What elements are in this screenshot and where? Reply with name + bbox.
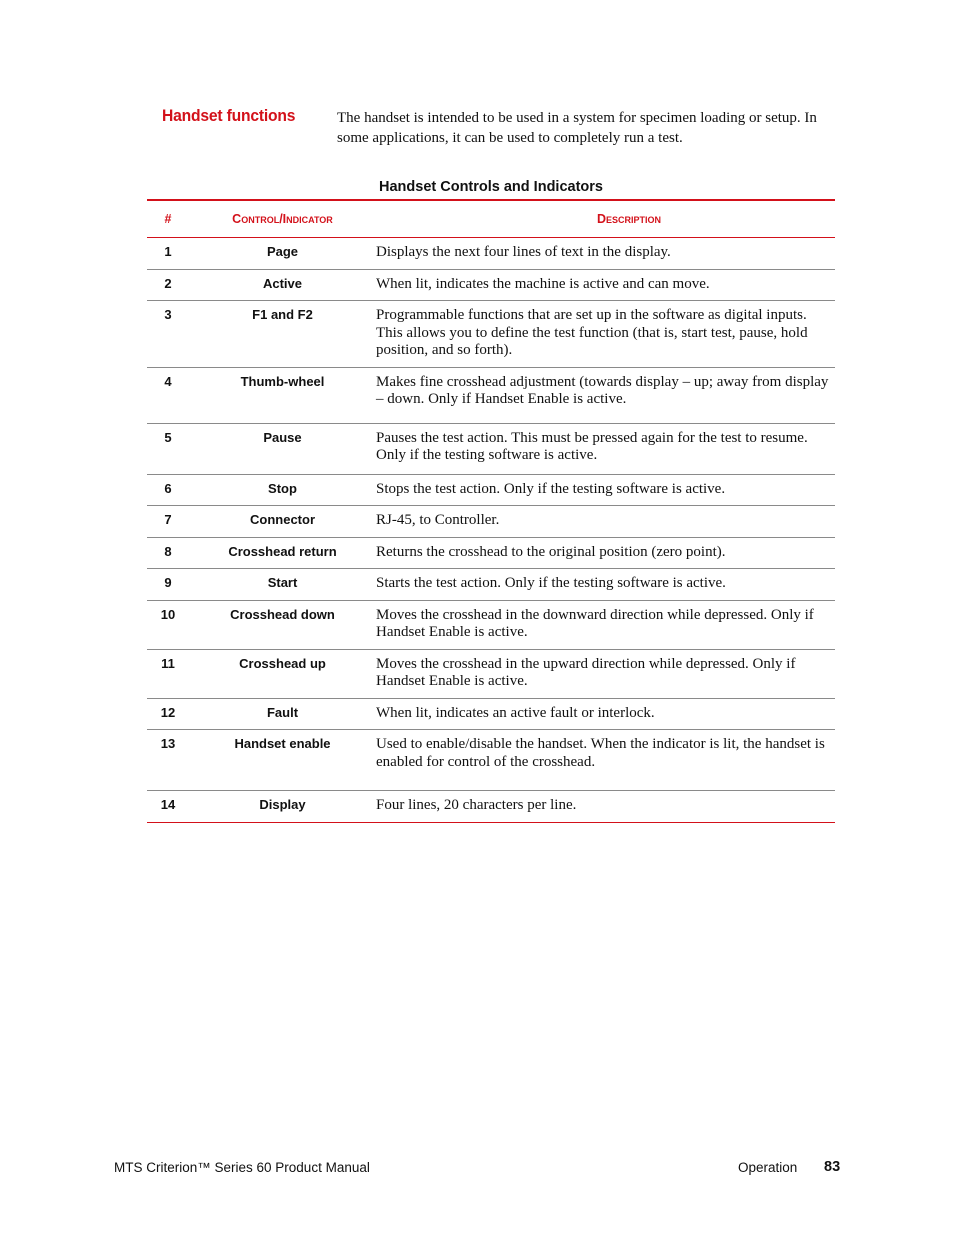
row-description: Displays the next four lines of text in the display.: [376, 238, 835, 270]
row-control: F1 and F2: [189, 301, 376, 368]
row-number: 5: [147, 423, 189, 474]
row-description: Moves the crosshead in the downward direction while depressed. Only if Handset Enable is active.: [376, 600, 835, 649]
table-row: [147, 506, 835, 538]
row-description: Moves the crosshead in the upward direction while depressed. Only if Handset Enable is active.: [376, 649, 835, 698]
table-row: [147, 698, 835, 730]
table-row: [147, 600, 835, 649]
row-number: 2: [147, 269, 189, 301]
row-control: Page: [189, 238, 376, 270]
table-row: [147, 730, 835, 791]
row-number: 9: [147, 569, 189, 601]
header-control: Control/Indicator: [189, 200, 376, 238]
table-header-row: [147, 200, 835, 238]
row-control: Fault: [189, 698, 376, 730]
controls-table: [147, 199, 835, 823]
row-control: Crosshead down: [189, 600, 376, 649]
row-description: When lit, indicates the machine is active and can move.: [376, 269, 835, 301]
row-description: Programmable functions that are set up in the software as digital inputs. This allows you to define the test function (that is, start test, pause, hold position, and so forth).: [376, 301, 835, 368]
row-number: 10: [147, 600, 189, 649]
row-number: 14: [160, 797, 176, 812]
row-description: Stops the test action. Only if the testing software is active.: [376, 474, 835, 506]
row-description: Makes fine crosshead adjustment (towards display – up; away from display – down. Only if Handset Enable is active.: [376, 367, 835, 423]
table-row: [147, 423, 835, 474]
row-control: Start: [189, 569, 376, 601]
table-row: [147, 569, 835, 601]
table-title: Handset Controls and Indicators: [379, 179, 603, 195]
row-description: Pauses the test action. This must be pressed again for the test to resume. Only if the testing software is active.: [376, 423, 835, 474]
table-row: [147, 474, 835, 506]
row-description: RJ-45, to Controller.: [376, 506, 835, 538]
header-description: Description: [376, 200, 835, 238]
row-number: 3: [147, 301, 189, 368]
row-number: 8: [147, 537, 189, 569]
footer-section-name: Operation: [738, 1160, 798, 1175]
row-description: Returns the crosshead to the original position (zero point).: [376, 537, 835, 569]
row-number: 11: [147, 649, 189, 698]
row-number: 13: [147, 730, 189, 791]
footer-page-number: 83: [824, 1159, 841, 1175]
table-row: [147, 269, 835, 301]
row-control: Handset enable: [189, 730, 376, 791]
row-number: 7: [147, 506, 189, 538]
row-control: Active: [189, 269, 376, 301]
table-row: [147, 301, 835, 368]
intro-paragraph: The handset is intended to be used in a system for specimen loading or setup. In some applications, it can be used to completely run a test.: [337, 110, 817, 146]
row-number: 1: [147, 238, 189, 270]
row-control: Connector: [189, 506, 376, 538]
header-num: #: [147, 200, 189, 238]
row-description: When lit, indicates an active fault or interlock.: [376, 698, 835, 730]
table-row: [147, 791, 835, 823]
row-number: 12: [147, 698, 189, 730]
row-control: Crosshead return: [189, 537, 376, 569]
table-row: [147, 367, 835, 423]
row-description: Starts the test action. Only if the testing software is active.: [376, 569, 835, 601]
row-description: Four lines, 20 characters per line.: [376, 797, 577, 813]
table-row: [147, 537, 835, 569]
row-control: Pause: [189, 423, 376, 474]
footer-manual-title: MTS Criterion™ Series 60 Product Manual: [114, 1160, 370, 1175]
row-number: 6: [147, 474, 189, 506]
section-heading: Handset functions: [162, 106, 296, 125]
row-control: Thumb-wheel: [189, 367, 376, 423]
table-row: [147, 238, 835, 270]
row-description: Used to enable/disable the handset. When the indicator is lit, the handset is enabled for control of the crosshead.: [376, 730, 835, 791]
row-control: Crosshead up: [189, 649, 376, 698]
table-row: [147, 649, 835, 698]
row-control: Stop: [189, 474, 376, 506]
row-control: Display: [259, 797, 306, 812]
row-number: 4: [147, 367, 189, 423]
